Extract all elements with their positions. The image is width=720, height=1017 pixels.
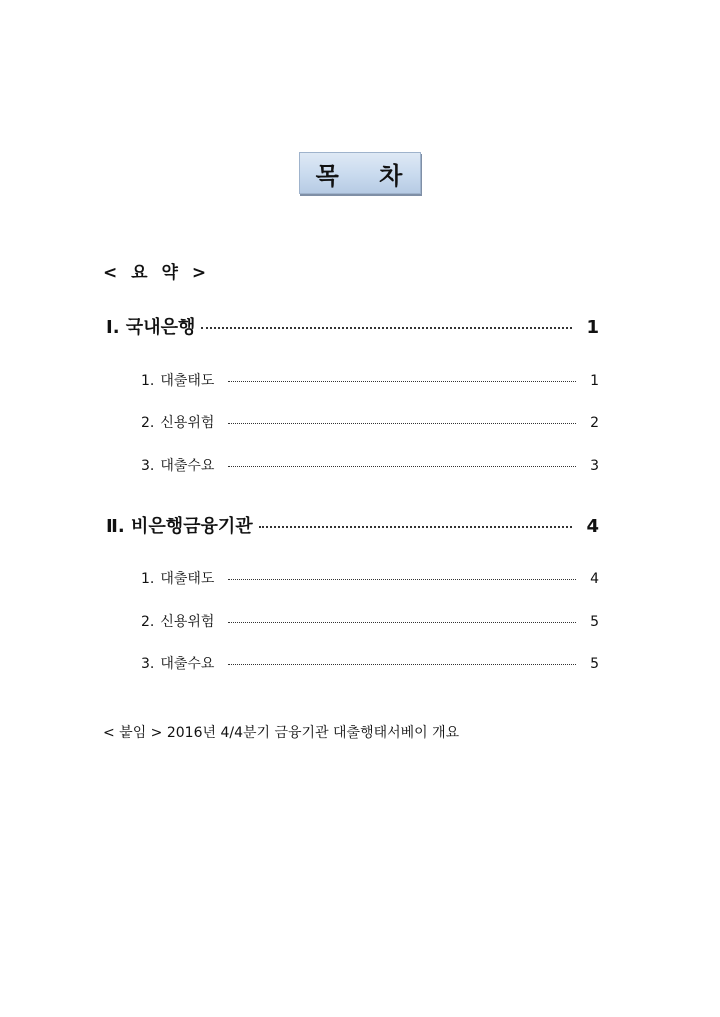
toc-item-label: 대출태도 <box>160 571 215 587</box>
dot-leader <box>228 622 576 623</box>
summary-heading: < 요 약 > <box>103 263 211 283</box>
toc-item[interactable] <box>141 455 599 475</box>
toc-item[interactable] <box>141 611 599 631</box>
toc-page-number: 1 <box>586 317 599 338</box>
toc-item-label: 신용위험 <box>160 415 215 431</box>
dot-leader <box>201 327 572 329</box>
appendix-line: < 붙임 > 2016년 4/4분기 금융기관 대출행태서베이 개요 <box>103 725 460 741</box>
toc-title: 목 차 <box>299 152 421 194</box>
toc-item-label: 대출수요 <box>160 458 215 474</box>
dot-leader <box>228 466 576 467</box>
toc-page-number: 4 <box>590 571 599 587</box>
toc-item[interactable] <box>141 412 599 432</box>
dot-leader <box>228 381 576 382</box>
toc-item-label: 신용위험 <box>160 614 215 630</box>
toc-item-number: 1. <box>141 571 155 587</box>
toc-item[interactable] <box>141 568 599 588</box>
toc-item[interactable] <box>141 370 599 390</box>
toc-item-number: 2. <box>141 415 155 431</box>
toc-section-2[interactable] <box>106 512 599 538</box>
dot-leader <box>228 664 576 665</box>
toc-page-number: 2 <box>590 415 599 431</box>
dot-leader <box>228 579 576 580</box>
toc-item-label: 대출수요 <box>160 656 215 672</box>
toc-item-number: 2. <box>141 614 155 630</box>
toc-page-number: 5 <box>590 614 599 630</box>
toc-section-label: Ⅰ. 국내은행 <box>106 317 196 338</box>
toc-item[interactable] <box>141 653 599 673</box>
toc-page-number: 1 <box>590 373 599 389</box>
toc-page-number: 3 <box>590 458 599 474</box>
toc-item-number: 3. <box>141 656 155 672</box>
toc-section-label: Ⅱ. 비은행금융기관 <box>106 516 253 537</box>
toc-page-number: 4 <box>586 516 599 537</box>
toc-item-label: 대출태도 <box>160 373 215 389</box>
toc-item-number: 1. <box>141 373 155 389</box>
toc-section-1[interactable] <box>106 313 599 339</box>
dot-leader <box>259 526 573 528</box>
toc-item-number: 3. <box>141 458 155 474</box>
toc-page-number: 5 <box>590 656 599 672</box>
dot-leader <box>228 423 576 424</box>
